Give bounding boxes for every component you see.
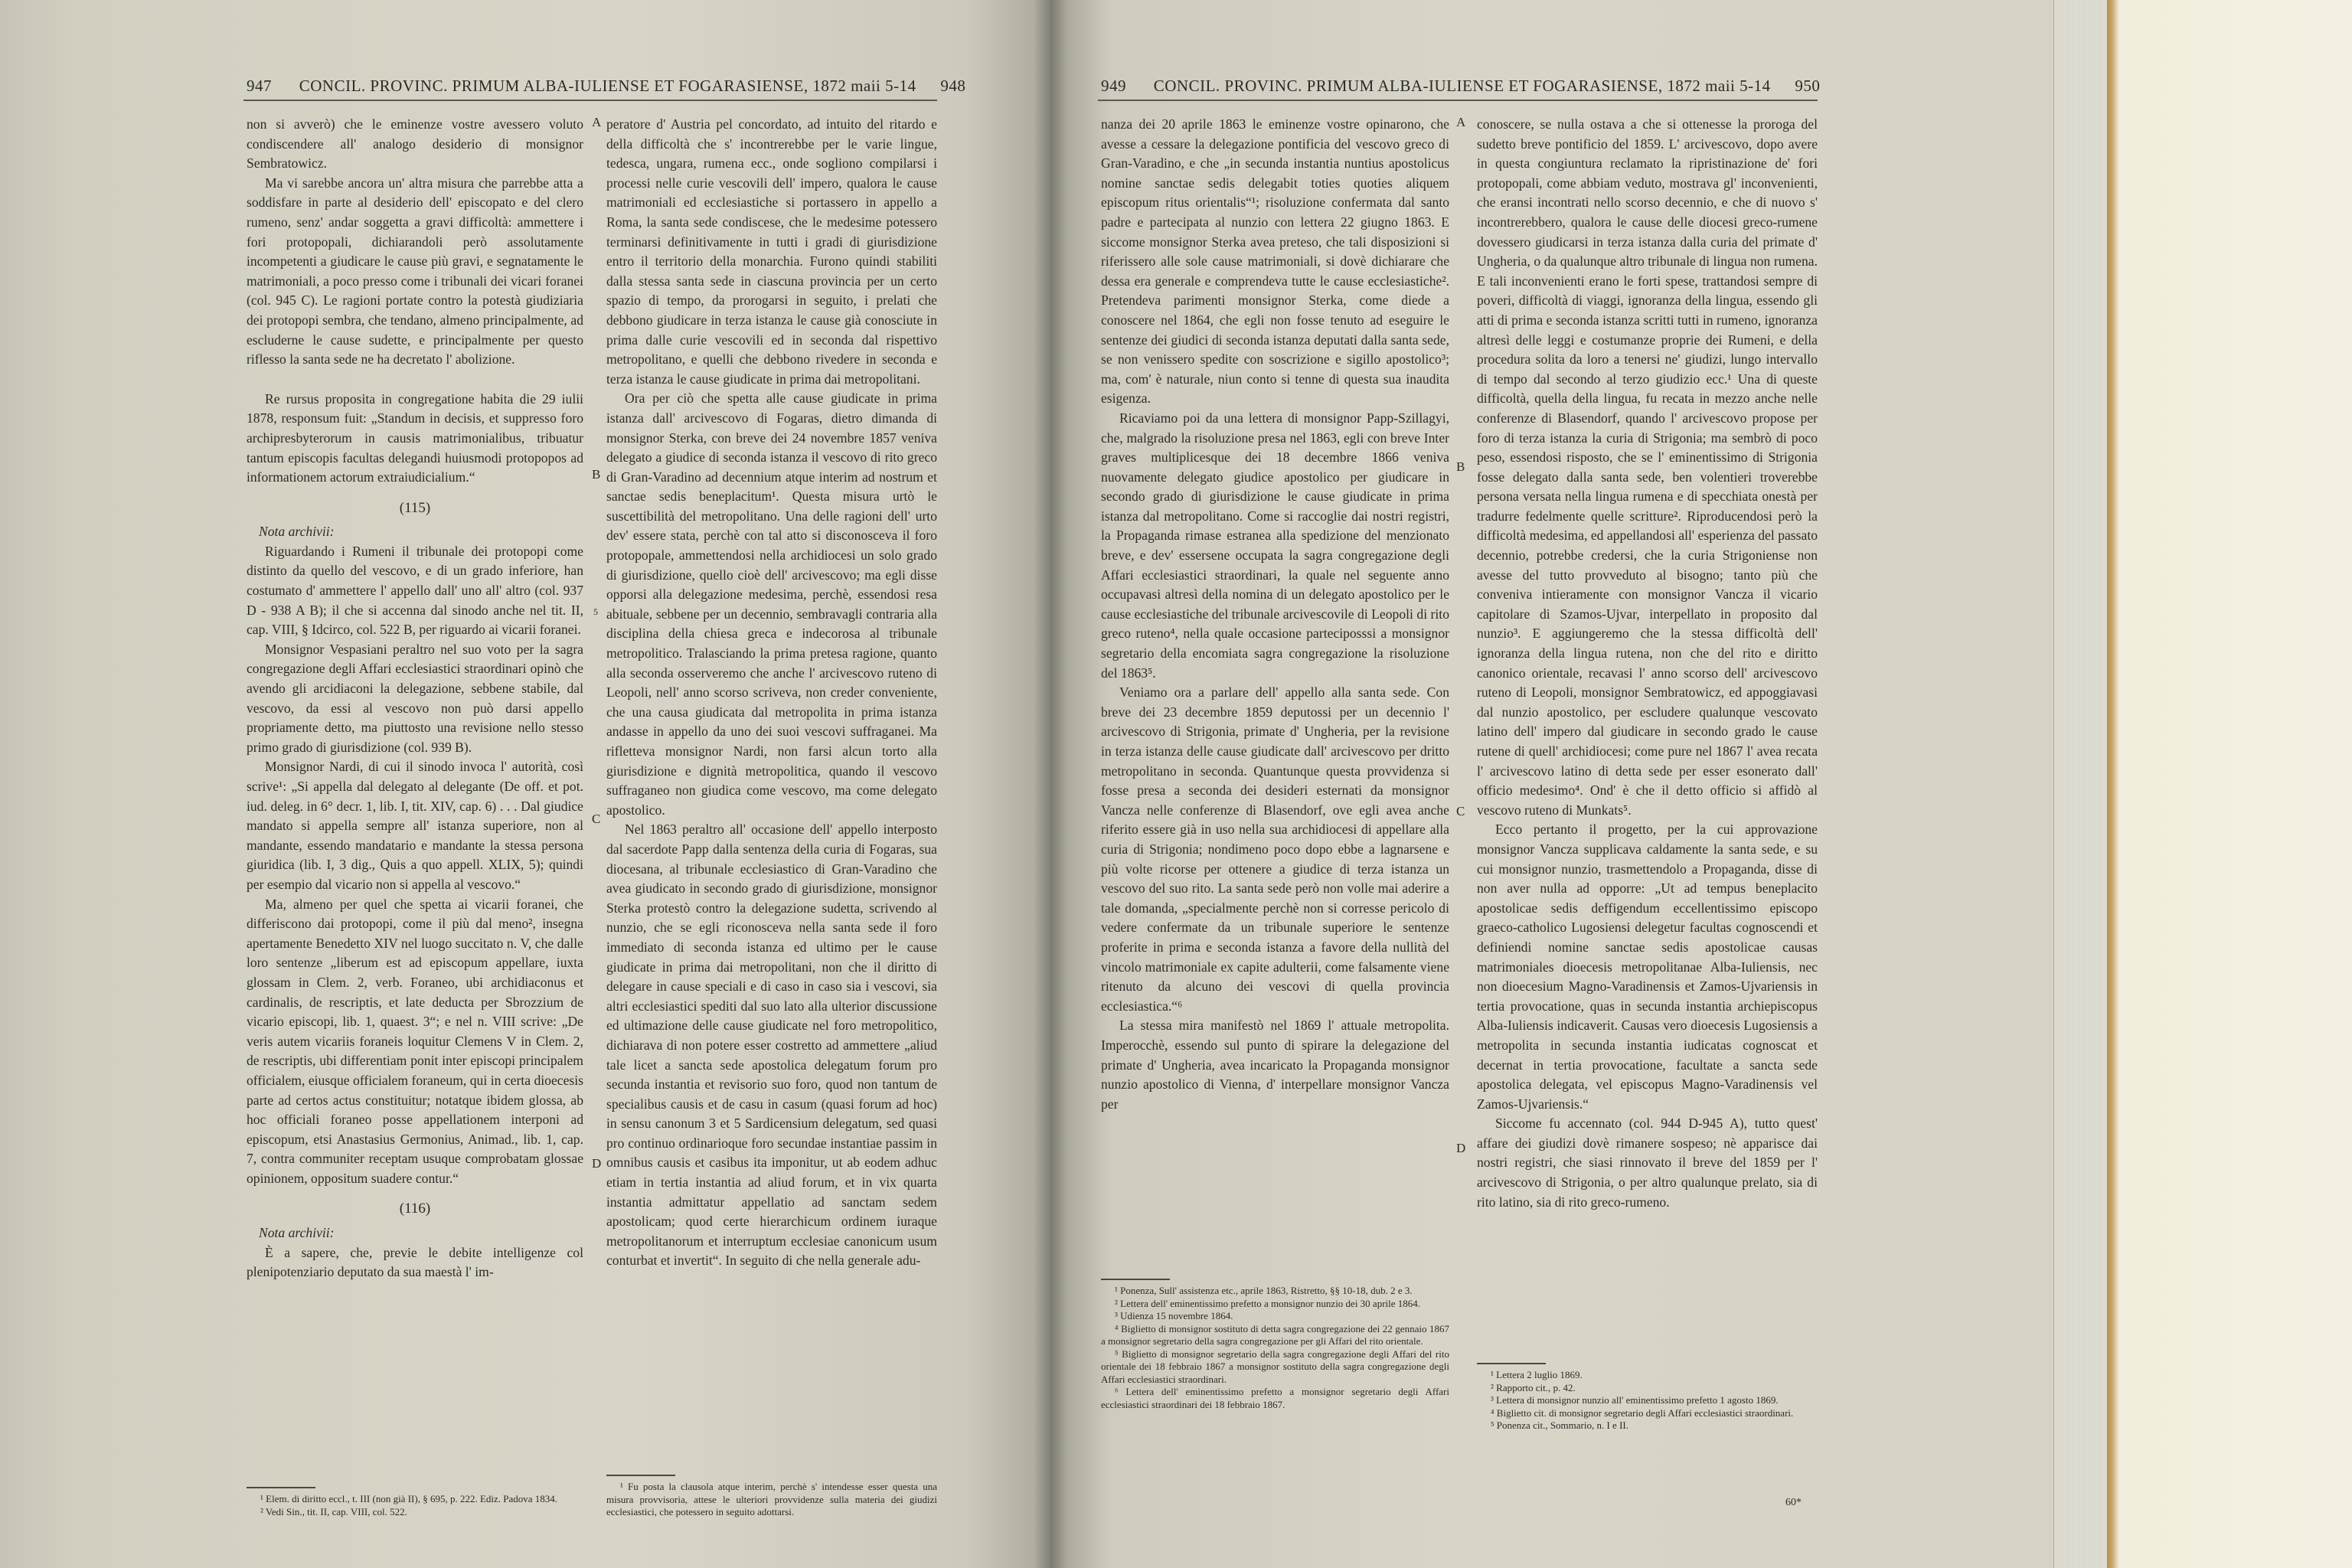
page-number-950: 950 (1795, 77, 1821, 95)
right-page (1050, 0, 2053, 1568)
margin-line-number: 5 (593, 606, 598, 617)
right-column-1 (1101, 115, 1449, 1114)
cover-board (2107, 0, 2352, 1568)
margin-marker-d: D (592, 1156, 602, 1171)
footnote: ¹ Fu posta la clausola atque interim, perchè s' intendesse esser questa una misura provvisoria, attese le ulteriori provvidenze sulla materia dei giudizi ecclesiastici, che potessero in seguito adottarsi. (606, 1481, 937, 1517)
margin-marker-c: C (592, 812, 601, 826)
paragraph: Monsignor Vespasiani peraltro nel suo voto per la sagra congregazione degli Affari ecclesiastici straordinari opinò che avendo gli arcidiaconi la delegazione, sebbene stabile, dal vescovo, da essi al vescovo non può darsi appello propriamente detto, ma piuttosto una revisione nello stesso primo grado di giurisdizione (col. 939 B). (247, 641, 583, 755)
paragraph: Monsignor Nardi, di cui il sinodo invoca l' autorità, così scrive¹: „Si appella dal delegato al delegante (De off. et pot. iud. deleg. in 6° decr. 1, lib. I, tit. XIV, cap. 6) . . . Dal giudice mandato si appella sempre all' istanza superiore, non al mandante, essendo mandatario e mandante la stessa persona giuridica (lib. I, 3 dig., Quis a quo appell. XLIX, 5); quindi per esempio dal vicario non si appella al vescovo.“ (247, 759, 583, 892)
note-heading: Nota archivii: (259, 524, 335, 540)
paragraph: Ma, almeno per quel che spetta ai vicarii foranei, che differiscono dai protopopi, come il più dal meno², insegna apertamente Benedetto XIV nel luogo succitato n. V, che dalle loro sentenze „liberum est ad episcopum appellare, iuxta glossam in Clem. 2, verb. Foraneo, ubi archidiaconus et cardinalis, de rescriptis, et late deducta per Sbrozzium de vicario episcopi, lib. 1, quaest. 3“; e nel n. VIII scrive: „De veris autem vicariis foraneis loquitur Clemens V in Clem. 2, de rescriptis, ubi differentiam ponit inter episcopi principalem officialem, eiusque officialem foraneum, qui in certa dioecesis parte ad certos actus constituitur; notatque ibidem glossa, ab hoc officiali foraneo posse appellationem interponi ad episcopum, etsi Anastasius Germonius, Animad., lib. 1, cap. 7, contra communiter receptam usuque comprobatam glossae opinionem, oppositum suadere contur.“ (247, 896, 583, 1186)
footnote: ⁵ Biglietto di monsignor segretario della sagra congregazione degli Affari del rito orientale dei 18 febbraio 1867 a monsignor sostituto della sagra congregazione degli Affari ecclesiastici straordinari. (1101, 1348, 1449, 1385)
footnote: ⁶ Lettera dell' eminentissimo prefetto a monsignor segretario degli Affari ecclesiastici straordinari dei 18 febbraio 1867. (1101, 1386, 1449, 1410)
paragraph: Veniamo ora a parlare dell' appello alla santa sede. Con breve dei 23 decembre 1859 deputossi per un decennio l' arcivescovo di Strigonia, primate d' Ungheria, per la revisione in terza istanza delle cause giudicate dall' arcivescovo per dritto metropolitano in seconda. Quantunque questa provvidenza si fosse presa a seconda dei desideri esternati da monsignor Vancza nelle conferenze di Blasendorf, ove egli avea anche riferito essere già in uso nella sua archidiocesi di appellare alla curia di Strigonia; nondimeno poco dopo ebbe a lagnarsene e più volte ricorse per ottenere a giudice di terza istanza un vescovo del suo rito. La santa sede però non volle mai aderire a tale domanda, „specialmente perchè non si corresse pericolo di vedere confermate da un tribunale superiore le sentenze proferite in prima e seconda istanza a favore della nullità del vincolo matrimoniale ex capite adulterii, come falsamente viene ritenuto da alcuno dei vescovi di quella provincia ecclesiastica.“⁶ (1101, 684, 1449, 1014)
footnote-rule (1101, 1279, 1170, 1280)
section-number: (116) (399, 1200, 431, 1217)
paragraph: Nel 1863 peraltro all' occasione dell' appello interposto dal sacerdote Papp dalla sentenza della curia di Fogaras, sua diocesana, al tribunale ecclesiastico di Gran-Varadino che avea giudicato in secondo grado di giurisdizione, monsignor Sterka protestò contro la delegazione sudetta, scrivendo al nunzio, che se egli riconosceva nella santa sede il foro immediato di seconda istanza ed ultimo per le cause giudicate in prima dai metropolitani, non che il diritto di delegare in cause speciali e di caso in caso sia i vescovi, sia altri ecclesiastici spediti dal suo lato alla ulterior discussione ed ultimazione delle cause giudicate nel foro metropolitico, dichiarava di non potere esser costretto ad ammettere „aliud tale licet a sancta sede apostolica delegatum forum pro secunda instantia et revisorio suo foro, quod non tantum de specialibus causis et de casu in casum (quasi forum ad hoc) in sensu canonum 3 et 5 Sardicensium delegatum, sed quasi pro continuo ordinarioque foro secundae instantiae passim in omnibus causis et casibus ita imponitur, ut ab eodem adhuc etiam in tertia instantia ad aliud forum, et in vix quarta instantia admittatur appellatio ad sanctam sedem apostolicam; quod certe hierarchicum ordinem iuraque metropolitanorum et interruptum ecclesiae canonicum usum conturbat et invertit“. In seguito di che nella generale adu- (606, 822, 937, 1269)
paragraph: Ma vi sarebbe ancora un' altra misura che parrebbe atta a soddisfare in parte al desiderio dell' episcopato e del clero rumeno, senz' andar soggetta a gravi difficoltà: ammettere i fori protopopali, dichiarandoli però assolutamente incompetenti a giudicare le cause più gravi, e segnatamente le matrimoniali, a poco presso come i tribunali dei vicari foranei (col. 945 C). Le ragioni portate contro la potestà giudiziaria dei protopopi sembra, che tendano, almeno principalmente, ad escluderne le cause sudette, e principalmente per questo riflesso la santa sede ne ha decretato l' abolizione. (247, 175, 583, 368)
paragraph: Ecco pertanto il progetto, per la cui approvazione monsignor Vancza supplicava caldamente la santa sede, e su cui monsignor nunzio, trasmettendolo a Propaganda, disse di non aver nulla ad opporre: „Ut ad tempus beneplacito apostolicae sedis deffigendum eccellentissimo episcopo graeco-catholico Lugosiensi delegetur facultas cognoscendi et definiendi nomine sanctae sedis apostolicae causas matrimoniales dioecesis metropolitanae Alba-Iuliensis, nec non dioecesium Magno-Varadinensis et Zamos-Ujvariensis in tertia provocatione, quas in secunda instantia archiepiscopus Alba-Iuliensis indicaverit. Causas vero dioecesis Lugosiensis a metropolita in secunda instantia iudicatas cognoscat et decernat in tertia provocatione, facultate a sancta sede apostolica delegata, vel episcopus Magno-Varadinensis vel Zamos-Ujvariensis.“ (1477, 822, 1818, 1112)
paragraph: È a sapere, che, previe le debite intelligenze col plenipotenziario deputato da sua maestà l' im- (247, 1244, 583, 1280)
section-number: (115) (399, 499, 431, 516)
book-gutter (1034, 0, 1067, 1568)
footnote: ³ Udienza 15 novembre 1864. (1115, 1310, 1233, 1321)
margin-marker-a: A (1456, 115, 1466, 129)
footnote: ² Vedi Sin., tit. II, cap. VIII, col. 522. (260, 1505, 407, 1517)
footnote: ² Lettera dell' eminentissimo prefetto a monsignor nunzio dei 30 aprile 1864. (1115, 1297, 1421, 1309)
paragraph: Siccome fu accennato (col. 944 D-945 A), tutto quest' affare dei giudizi dovè rimanere sospeso; nè apparisce dai nostri registri, che siasi rinnovato il breve del 1859 per l' arcivescovo di Strigonia, o per altro qualunque prelato, sia di rito latino, sia di rito greco-rumeno. (1477, 1116, 1818, 1210)
footnote: ³ Lettera di monsignor nunzio all' eminentissimo prefetto 1 agosto 1869. (1491, 1394, 1779, 1406)
paragraph: conoscere, se nulla ostava a che si ottenesse la proroga del sudetto breve pontificio del 1859. L' arcivescovo, dopo avere in questa congiuntura reclamato la ripristinazione de' fori protopopali, come abbiam veduto, mostrava gl' inconvenienti, che eransi incontrati nello scorso decennio, e che di nuovo s' incontrerebbero, qualora le cause delle diocesi greco-rumene dovessero giudicarsi in terza istanza dalla curia del primate d' Ungheria, o da qualunque altro tribunale di lingua non rumena. E tali inconvenienti erano le forti spese, trattandosi sempre di poveri, difficoltà di viaggi, ignoranza della lingua, essendo gli atti di prima e seconda istanza scritti tutti in rumeno, ignoranza altresì delle leggi e costumanze proprie dei Rumeni, e della procedura solita da loro a tenersi ne' giudizi, lungo intervallo di tempo dal secondo al terzo giudizio ecc.¹ Una di queste difficoltà, quella della lingua, fu recata in mezzo anche nelle conferenze di Blasendorf, quando l' arcivescovo propose per foro di terza istanza la curia di Strigonia; ma sembrò di poco peso, essendosi risposto, che se l' eminentissimo di Strigonia fosse delegato dalla santa sede, ben volentieri troverebbe persona versata nella lingua rumena e di specchiata onestà per tradurre fedelmente quelle scritture². Riproducendosi però la difficoltà medesima, ed appellandosi all' esperienza del passato decennio, potrebbe credersi, che la curia Strigoniense non avesse del tutto provveduto al bisogno; tanto più che conveniva intieramente con monsignor Vancza il vicario capitolare di Szamos-Ujvar, interpellato in proposito dal nunzio³. E aggiungeremo che la stessa difficoltà dell' ignoranza della lingua rutena, non che del rito e diritto canonico orientale, recavasi l' anno scorso dell' arcivescovo ruteno di Leopoli, monsignor Sembratowicz, ed appoggiavasi dal nunzio apostolico, per escludere qualunque vescovato latino dell' impero dal giudicare in secondo grado le cause rutene di quell' archidiocesi; come pure nel 1867 l' avea recata l' arcivescovo latino di detta sede per esser esonerato dall' officio medesimo⁴. Ond' è che il detto officio si affidò al vescovo ruteno di Munkats⁵. (1477, 116, 1818, 818)
paragraph: La stessa mira manifestò nel 1869 l' attuale metropolita. Imperocchè, essendo sul punto di spirare la delegazione del primate d' Ungheria, avea incaricato la Propaganda monsignor nunzio apostolico di Vienna, d' interpellare monsignor Vancza per (1101, 1018, 1449, 1112)
page-number-948: 948 (940, 77, 966, 95)
margin-marker-c: C (1456, 804, 1465, 818)
margin-marker-d: D (1456, 1141, 1466, 1155)
footnote: ¹ Ponenza, Sull' assistenza etc., aprile 1863, Ristretto, §§ 10-18, dub. 2 e 3. (1115, 1285, 1413, 1296)
margin-marker-b: B (1456, 459, 1465, 474)
right-running-header (1101, 77, 1820, 96)
paragraph: peratore d' Austria pel concordato, ad intuito del ritardo e della difficoltà che s' incontrerebbe per le varie lingue, tedesca, ungara, rumena ecc., onde sogliono compilarsi i processi nelle curie vescovili dell' impero, qualora le cause matrimoniali ed ecclesiastiche si portassero in appello a Roma, la santa sede condiscese, che le medesime potessero terminarsi definitivamente in tutti i gradi di giurisdizione entro il territorio della monarchia. Furono quindi stabiliti dalla stessa santa sede in ciascuna provincia per un certo spazio di tempo, da prorogarsi in seguito, i prelati che debbono giudicare in terza istanza le cause già conosciute in prima dalle curie vescovili ed in seconda dal rispettivo metropolitano, e quelli che debbono rivedere in seconda e terza istanza le cause giudicate in prima dai metropolitani. (606, 116, 937, 387)
page-number-947: 947 (247, 77, 272, 95)
footnote-rule (1477, 1363, 1546, 1364)
paragraph: nanza dei 20 aprile 1863 le eminenze vostre opinarono, che avesse a cessare la delegazione pontificia del vescovo greco di Gran-Varadino, e che „in secunda instantia nuntius apostolicus nomine sanctae sedis delegabit toties quoties aliquem episcopum ritus orientalis“¹; risoluzione confermata dal santo padre e partecipata al nunzio con lettera 22 giugno 1863. E siccome monsignor Sterka avea preteso, che tali disposizioni si riferissero alle sole cause matrimoniali, si dovè dichiarare che dessa era generale e comprendeva tutte le cause ecclesiastiche². Pretendeva parimenti monsignor Sterka, come diede a conoscere nel 1864, che egli non fosse tenuto ad eseguire le sentenze dei giudici di seconda istanza deputati dalla santa sede, se non venissero spedite con soscrizione e sigillo apostolico³; ma, com' è naturale, niun conto si tenne di questa sua inaudita esigenza. (1101, 116, 1449, 407)
margin-marker-b: B (592, 467, 601, 482)
footnote-rule (247, 1487, 315, 1488)
footnote: ⁵ Ponenza cit., Sommario, n. I e II. (1491, 1419, 1628, 1431)
left-column-1 (247, 115, 583, 1282)
header-rule (243, 100, 937, 101)
footnote: ⁴ Biglietto cit. di monsignor segretario degli Affari ecclesiastici straordinari. (1491, 1406, 1794, 1419)
signature-mark: 60* (1785, 1497, 1802, 1508)
note-heading: Nota archivii: (259, 1225, 335, 1241)
footnote-rule (606, 1475, 675, 1476)
page-edges (2053, 0, 2108, 1568)
running-title: CONCIL. PROVINC. PRIMUM ALBA-IULIENSE ET FOGARASIENSE, 1872 maii 5-14 (299, 77, 916, 95)
left-col2-footnotes (606, 1481, 937, 1519)
left-page (0, 0, 1050, 1568)
right-col1-footnotes (1101, 1285, 1449, 1411)
right-col2-footnotes (1477, 1369, 1818, 1432)
paragraph: Ricaviamo poi da una lettera di monsignor Papp-Szillagyi, che, malgrado la risoluzione presa nel 1863, egli con breve Inter graves multiplicesque dei 18 decembre 1866 veniva nuovamente delegato giudice apostolico per giudicare in secondo grado di giurisdizione le cause giudicate in prima istanza dal metropolitano. Come si raccoglie dai nostri registri, la Propaganda rimase estranea alla spedizione del menzionato breve, e dev' essersene occupata la sagra congregazione degli Affari ecclesiastici straordinari, la quale nel seguente anno occupavasi altresì della nomina di un delegato apostolico per le cause ecclesiastiche del tribunale arcivescovile di Leopoli di rito greco ruteno⁴, nella quale occasione parteciposssi a monsignor segretario della encomiata sagra congregazione la risoluzione del 1863⁵. (1101, 410, 1449, 681)
footnote: ² Rapporto cit., p. 42. (1491, 1381, 1576, 1393)
footnote: ¹ Elem. di diritto eccl., t. III (non già II), § 695, p. 222. Ediz. Padova 1834. (260, 1493, 558, 1504)
left-running-header (247, 77, 965, 96)
footnote: ⁴ Biglietto di monsignor sostituto di detta sagra congregazione dei 22 gennaio 1867 a monsignor segretario della sagra congregazione per gli Affari del rito orientale. (1101, 1322, 1449, 1347)
left-column-2 (606, 115, 937, 1271)
page-number-949: 949 (1101, 77, 1126, 95)
left-col1-footnotes (247, 1493, 583, 1518)
paragraph: Ora per ciò che spetta alle cause giudicate in prima istanza dall' arcivescovo di Fogaras, dietro dimanda di monsignor Sterka, con breve dei 24 novembre 1857 veniva delegato a giudice di seconda istanza il vescovo di rito greco di Gran-Varadino ad decennium atque interim ad nostrum et sanctae sedis beneplacitum¹. Questa misura urtò le suscettibilità del metropolitano. Una delle ragioni dell' urto dev' essere stata, perchè con tal atto si disconosceva il foro protopopale, ammettendosi nella archidiocesi un solo grado di giurisdizione, quello cioè dell' arcivescovo; ma egli disse opporsi alla delegazione medesima, perchè, essendosi resa abituale, sebbene per un decennio, sembravagli contraria alla disciplina della chiesa greca e indecorosa al tribunale metropolitico. Tralasciando la prima pretesa ragione, quanto alla seconda osserveremo che anche l' arcivescovo ruteno di Leopoli, nell' anno scorso scriveva, non creder conveniente, che una causa giudicata dal metropolita in prima istanza andasse in appello da uno dei suoi vescovi suffraganei. Ma rifletteva monsignor Nardi, non farsi alcun torto alla giurisdizione e dignità metropolitica, quando il vescovo suffraganeo non giudica come vescovo, ma come delegato apostolico. (606, 390, 937, 818)
running-title: CONCIL. PROVINC. PRIMUM ALBA-IULIENSE ET FOGARASIENSE, 1872 maii 5-14 (1153, 77, 1771, 95)
margin-marker-a: A (592, 115, 602, 129)
paragraph: Riguardando i Rumeni il tribunale dei protopopi come distinto da quello del vescovo, e di un grado inferiore, han costumato d' ammettere l' appello dall' uno all' altro (col. 937 D - 938 A B); il che si accenna dal sinodo anche nel tit. II, cap. VIII, § Idcirco, col. 522 B, per riguardo ai vicarii foranei. (247, 543, 583, 638)
footnote: ¹ Lettera 2 luglio 1869. (1491, 1369, 1583, 1380)
paragraph: non si avverò) che le eminenze vostre avessero voluto condiscendere all' analogo desiderio di monsignor Sembratowicz. (247, 116, 583, 172)
header-rule (1098, 100, 1818, 101)
paragraph: Re rursus proposita in congregatione habita die 29 iulii 1878, responsum fuit: „Standum in decisis, et suppresso foro archipresbyterorum in causis matrimonialibus, tribuatur tantum episcopis facultas delegandi huiusmodi protopopos ad informationem actorum extraiudicialium.“ (247, 390, 583, 485)
right-column-2 (1477, 115, 1818, 1212)
